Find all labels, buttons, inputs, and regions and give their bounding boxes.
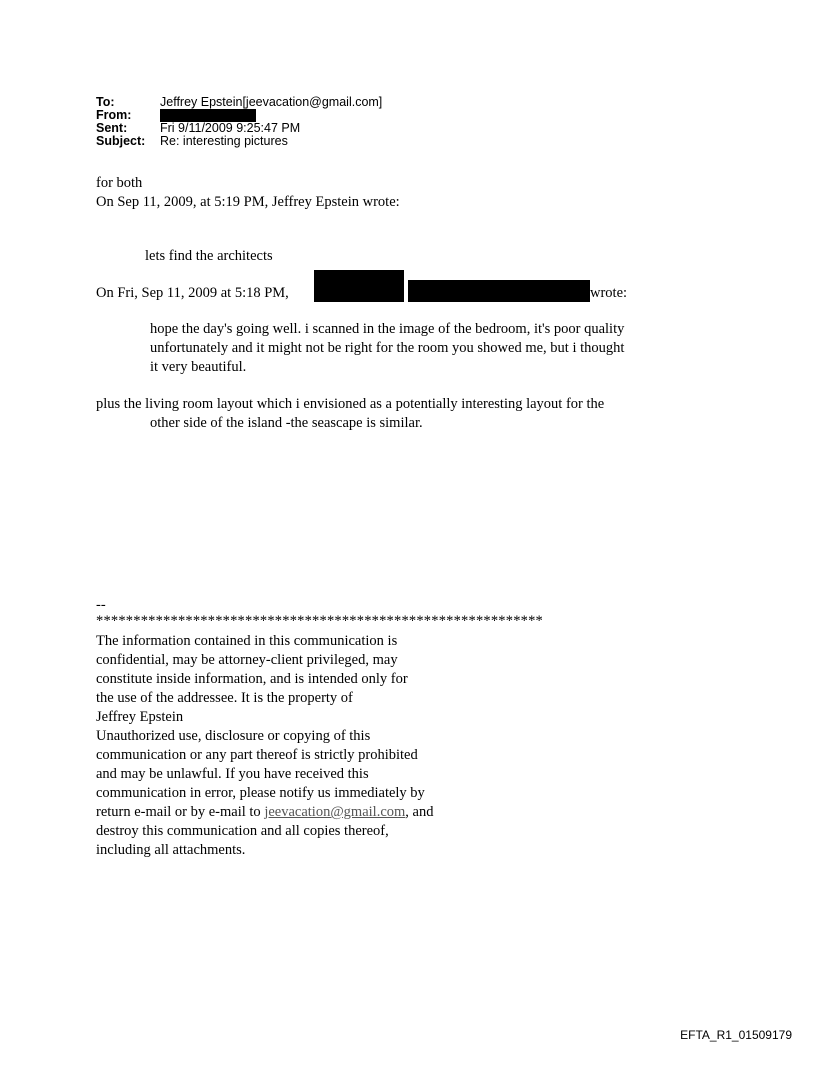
disclaimer-line: and may be unlawful. If you have received this — [96, 766, 369, 782]
document-id: EFTA_R1_01509179 — [680, 1028, 792, 1042]
signature-dashes: -- — [96, 597, 106, 613]
subject-label: Subject: — [96, 134, 146, 148]
to-value: Jeffrey Epstein[jeevacation@gmail.com] — [160, 95, 383, 109]
disclaimer-line-return — [96, 803, 616, 822]
disclaimer-line: the use of the addressee. It is the property of — [96, 690, 353, 706]
para-line: plus the living room layout which i envisioned as a potentially interesting layout for the — [96, 396, 605, 412]
sent-label: Sent: — [96, 121, 128, 135]
from-label: From: — [96, 108, 132, 122]
body-line-for-both: for both — [96, 175, 143, 191]
body-line-on-sep: On Sep 11, 2009, at 5:19 PM, Jeffrey Epstein wrote: — [96, 194, 400, 210]
quote-hope — [150, 320, 710, 377]
disclaimer-line: constitute inside information, and is intended only for — [96, 671, 408, 687]
reply-suffix: wrote: — [590, 285, 628, 301]
disclaimer-line: Unauthorized use, disclosure or copying of this — [96, 728, 371, 744]
para-living-room — [96, 395, 716, 433]
return-suffix: , and — [405, 804, 434, 820]
to-label: To: — [96, 95, 115, 109]
sent-value: Fri 9/11/2009 9:25:47 PM — [160, 121, 301, 135]
quote-architects: lets find the architects — [145, 248, 273, 264]
disclaimer-line: communication in error, please notify us immediately by — [96, 785, 425, 801]
stars-divider: ************************************************************ — [96, 613, 543, 629]
quote-line: hope the day's going well. i scanned in the image of the bedroom, it's poor quality — [150, 321, 625, 337]
quote-line: it very beautiful. — [150, 359, 247, 375]
disclaimer-line: including all attachments. — [96, 842, 246, 858]
reply-prefix: On Fri, Sep 11, 2009 at 5:18 PM, — [96, 285, 289, 301]
to-row — [96, 96, 382, 109]
disclaimer-line: confidential, may be attorney-client privileged, may — [96, 652, 398, 668]
subject-value: Re: interesting pictures — [160, 134, 288, 148]
return-prefix: return e-mail or by e-mail to — [96, 804, 265, 820]
disclaimer — [96, 596, 616, 860]
email-header — [96, 96, 382, 148]
para-line: other side of the island -the seascape is similar. — [150, 415, 423, 431]
disclaimer-line: destroy this communication and all copies thereof, — [96, 823, 389, 839]
subject-row — [96, 135, 382, 148]
email-link[interactable]: jeevacation@gmail.com — [264, 804, 406, 820]
quote-line: unfortunately and it might not be right for the room you showed me, but i thought — [150, 340, 625, 356]
disclaimer-line: The information contained in this communication is — [96, 633, 398, 649]
disclaimer-line: communication or any part thereof is strictly prohibited — [96, 747, 418, 763]
reply-line — [96, 284, 716, 304]
redaction-bar — [314, 270, 404, 302]
redaction-bar — [408, 280, 590, 302]
disclaimer-line: Jeffrey Epstein — [96, 709, 184, 725]
